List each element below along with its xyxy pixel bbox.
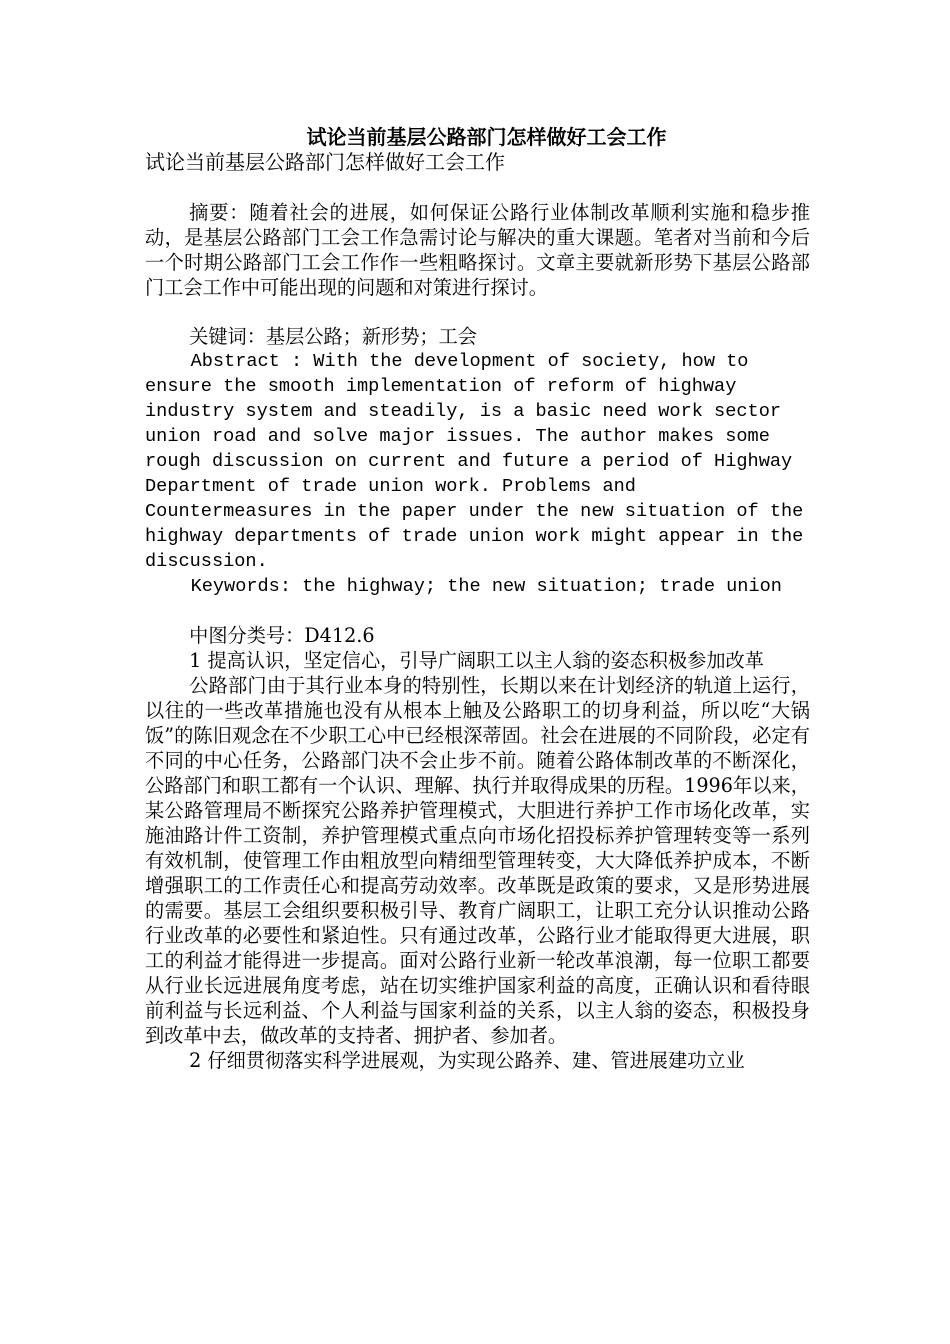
document-subtitle: 试论当前基层公路部门怎样做好工会工作 <box>145 150 505 174</box>
section-2-heading: 2 仔细贯彻落实科学进展观，为实现公路养、建、管进展建功立业 <box>189 1049 745 1072</box>
spacer <box>145 300 810 324</box>
section-1-heading: 1 提高认识，坚定信心，引导广阔职工以主人翁的姿态积极参加改革 <box>189 649 764 672</box>
document-page <box>145 124 815 1073</box>
keywords-cn: 关键词：基层公路；新形势；工会 <box>189 325 477 348</box>
summary-paragraph: 摘要：随着社会的进展，如何保证公路行业体制改革顺利实施和稳步推动，是基层公路部门工会工作急需讨论与解决的重大课题。笔者对当前和今后一个时期公路部门工会工作作一些粗略探讨。文章主要就新形势下基层公路部门工会工作中可能出现的问题和对策进行探讨。 <box>145 201 810 299</box>
spacer <box>145 599 810 623</box>
document-title: 试论当前基层公路部门怎样做好工会工作 <box>306 125 667 149</box>
abstract-en: Abstract : With the development of society, how to ensure the smooth implementation of reform of highway industry system and steadily, is a basic need work sector union road and solve major issues. The author makes some rough discussion on current and future a period of Highway Department of trade union work. Problems and Countermeasures in the paper under the new situation of the highway departments of trade union work might appear in the discussion. <box>145 351 815 572</box>
section-1-body: 公路部门由于其行业本身的特别性，长期以来在计划经济的轨道上运行，以往的一些改革措施也没有从根本上触及公路职工的切身利益，所以吃“大锅饭”的陈旧观念在不少职工心中已经根深蒂固。社会在进展的不同阶段，必定有不同的中心任务，公路部门决不会止步不前。随着公路体制改革的不断深化，公路部门和职工都有一个认识、理解、执行并取得成果的历程。1996年以来，某公路管理局不断探究公路养护管理模式，大胆进行养护工作市场化改革，实施油路计件工资制，养护管理模式重点向市场化招投标养护管理转变等一系列有效机制，使管理工作由粗放型向精细型管理转变，大大降低养护成本，不断增强职工的工作责任心和提高劳动效率。改革既是政策的要求，又是形势进展的需要。基层工会组织要积极引导、教育广阔职工，让职工充分认识推动公路行业改革的必要性和紧迫性。只有通过改革，公路行业才能取得更大进展，职工的利益才能得进一步提高。面对公路行业新一轮改革浪潮，每一位职工都要从行业长远进展角度考虑，站在切实维护国家利益的高度，正确认识和看待眼前利益与长远利益、个人利益与国家利益的关系，以主人翁的姿态，积极投身到改革中去，做改革的支持者、拥护者、参加者。 <box>145 674 810 1047</box>
keywords-en: Keywords: the highway; the new situation; trade union <box>190 576 782 597</box>
classification-number: 中图分类号：D412.6 <box>189 624 375 647</box>
